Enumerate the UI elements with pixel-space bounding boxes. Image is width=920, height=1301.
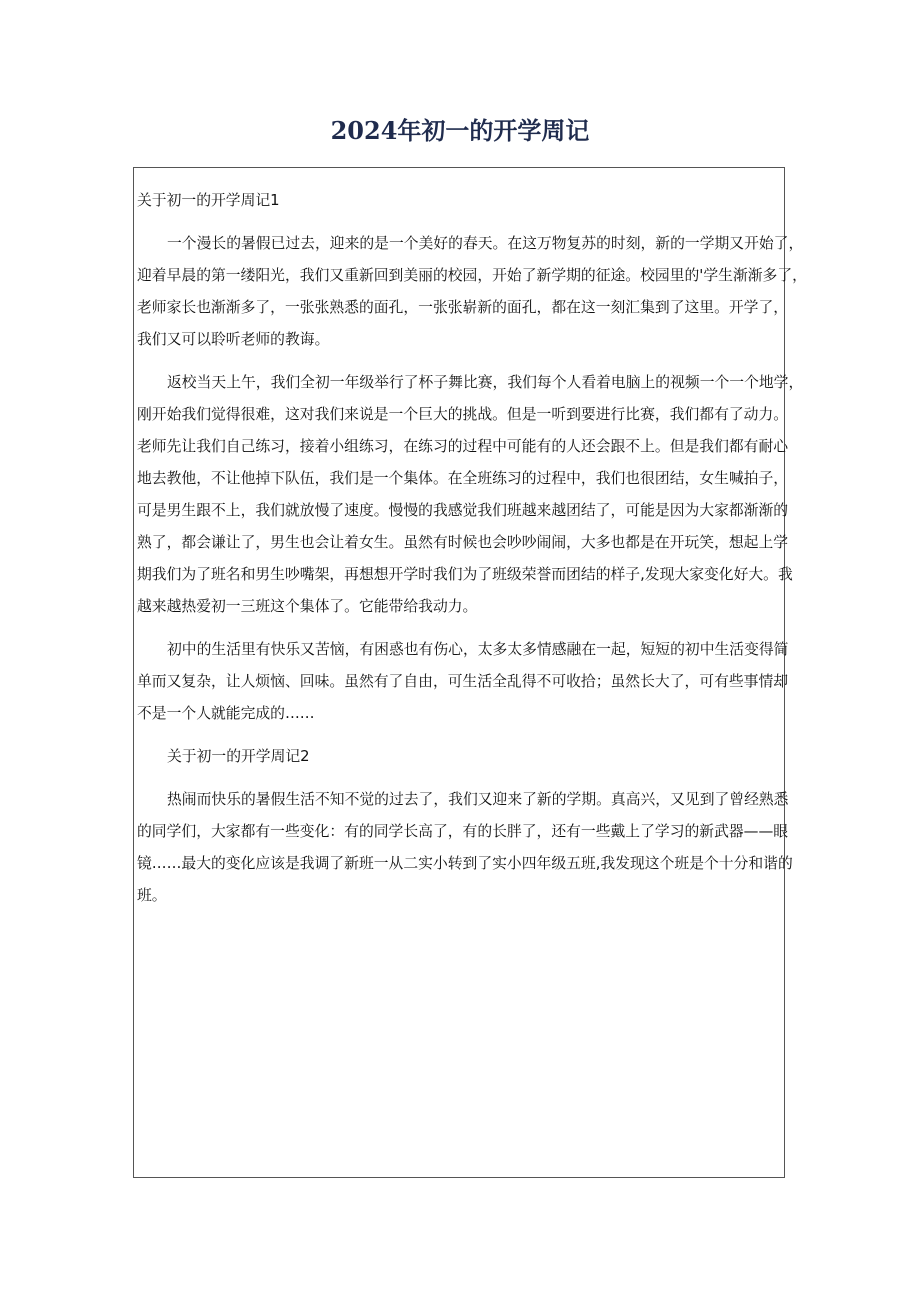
- paragraph: [137, 784, 793, 912]
- paragraph-line: 期我们为了班名和男生吵嘴架，再想想开学时我们为了班级荣誉而团结的样子,发现大家变化好大。我: [137, 566, 793, 583]
- document-body: [137, 185, 807, 923]
- paragraph-line: 班。: [137, 887, 167, 904]
- paragraph-line: 不是一个人就能完成的……: [137, 705, 315, 722]
- paragraph-line: 一个漫长的暑假已过去，迎来的是一个美好的春天。在这万物复苏的时刻，新的一学期又开始了，: [167, 235, 804, 252]
- paragraph-line: 熟了，都会谦让了，男生也会让着女生。虽然有时候也会吵吵闹闹，大多也都是在开玩笑，想起上学: [137, 534, 789, 551]
- document-frame: [133, 167, 807, 1178]
- paragraph-line: 迎着早晨的第一缕阳光，我们又重新回到美丽的校园，开始了新学期的征途。校园里的'学生渐渐多了，: [137, 267, 807, 284]
- paragraph-line: 镜……最大的变化应该是我调了新班一从二实小转到了实小四年级五班,我发现这个班是个十分和谐的: [137, 855, 793, 872]
- paragraph-line: 热闹而快乐的暑假生活不知不觉的过去了，我们又迎来了新的学期。真高兴，又见到了曾经熟悉: [167, 791, 789, 808]
- paragraph-line: 我们又可以聆听老师的教诲。: [137, 331, 330, 348]
- paragraph: [137, 228, 807, 356]
- paragraph-line: 初中的生活里有快乐又苦恼，有困惑也有伤心，太多太多情感融在一起，短短的初中生活变得简: [167, 641, 789, 658]
- paragraph-line: 可是男生跟不上，我们就放慢了速度。慢慢的我感觉我们班越来越团结了，可能是因为大家都渐渐的: [137, 502, 789, 519]
- paragraph-line: 返校当天上午，我们全初一年级举行了杯子舞比赛，我们每个人看着电脑上的视频一个一个地学，: [167, 374, 804, 391]
- paragraph: [137, 367, 804, 623]
- paragraph-line: 老师先让我们自己练习，接着小组练习，在练习的过程中可能有的人还会跟不上。但是我们都有耐心: [137, 438, 789, 455]
- paragraph-line: 地去教他，不让他掉下队伍，我们是一个集体。在全班练习的过程中，我们也很团结，女生喊拍子，: [137, 470, 789, 487]
- document-title: 2024年初一的开学周记: [330, 116, 590, 145]
- paragraph-line: 刚开始我们觉得很难，这对我们来说是一个巨大的挑战。但是一听到要进行比赛，我们都有了动力。: [137, 406, 789, 423]
- section-heading-1: 关于初一的开学周记1: [137, 192, 280, 209]
- paragraph-line: 单而又复杂，让人烦恼、回味。虽然有了自由，可生活全乱得不可收拾；虽然长大了，可有些事情却: [137, 673, 789, 690]
- paragraph: [137, 634, 789, 730]
- paragraph-line: 的同学们，大家都有一些变化：有的同学长高了，有的长胖了，还有一些戴上了学习的新武器——眼: [137, 823, 789, 840]
- section-heading-2: 关于初一的开学周记2: [167, 748, 310, 765]
- paragraph-line: 老师家长也渐渐多了，一张张熟悉的面孔，一张张崭新的面孔，都在这一刻汇集到了这里。开学了，: [137, 299, 789, 316]
- paragraph-line: 越来越热爱初一三班这个集体了。它能带给我动力。: [137, 598, 478, 615]
